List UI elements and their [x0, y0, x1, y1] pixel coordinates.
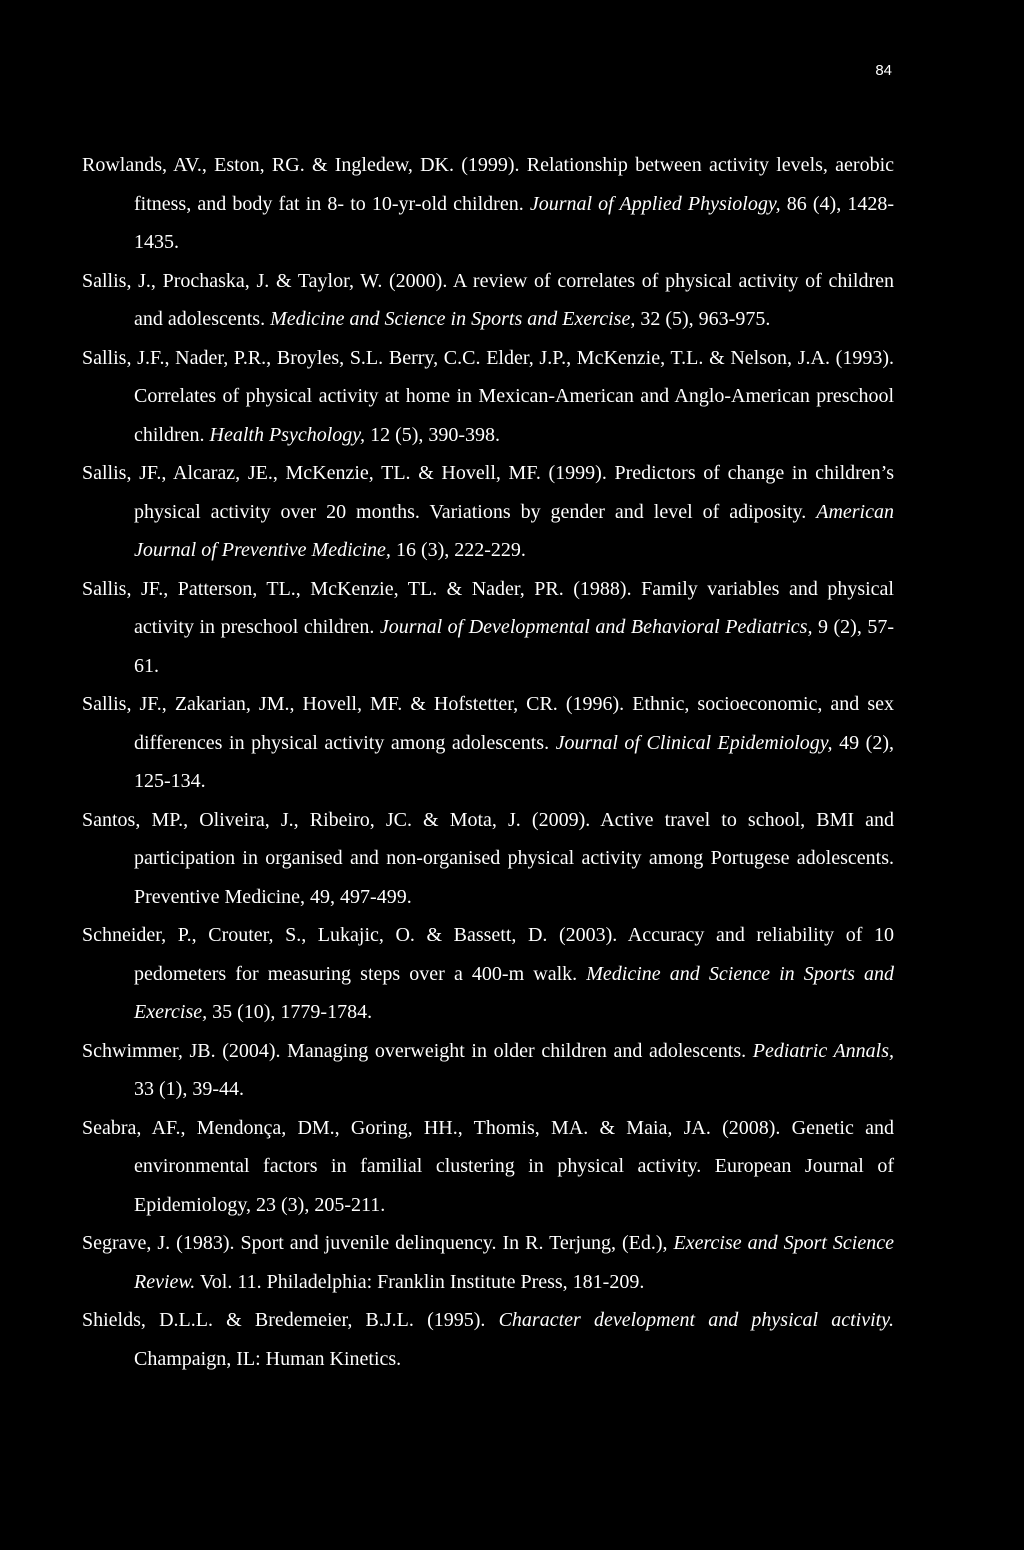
reference-text: Sallis, JF., Zakarian, JM., Hovell, MF. & Hofstetter, CR. (1996). Ethnic, socioeconomic, and sex differences in physical activity among adolescents. [82, 693, 894, 754]
reference-text: Sallis, JF., Alcaraz, JE., McKenzie, TL. & Hovell, MF. (1999). Predictors of change in children’s physical activity over 20 months. Variations by gender and level of adiposity. [82, 462, 894, 523]
reference-entry [82, 339, 894, 455]
reference-details: 33 (1), 39-44. [134, 1078, 244, 1100]
reference-entry [82, 146, 894, 262]
reference-details: 16 (3), 222-229. [390, 539, 526, 561]
reference-text: Seabra, AF., Mendonça, DM., Goring, HH., Thomis, MA. & Maia, JA. (2008). Genetic and environmental factors in familial clustering in physical activity. European Journal of Epidemiology, 23 (3), 205-211. [82, 1116, 894, 1216]
reference-text: Rowlands, AV., Eston, RG. & Ingledew, DK. (1999). Relationship between activity levels, aerobic fitness, and body fat in 8- to 10-yr-old children. [82, 154, 894, 215]
reference-text: Schneider, P., Crouter, S., Lukajic, O. & Bassett, D. (2003). Accuracy and reliability of 10 pedometers for measuring steps over a 400-m walk. [82, 924, 894, 985]
reference-text: Segrave, J. (1983). Sport and juvenile delinquency. In R. Terjung, (Ed.), [82, 1232, 674, 1254]
reference-source: American Journal of Preventive Medicine, [134, 500, 894, 561]
reference-entry [82, 1224, 894, 1301]
reference-source: Exercise and Sport Science Review. [134, 1232, 894, 1293]
reference-source: Journal of Clinical Epidemiology, [555, 731, 833, 754]
reference-details: Champaign, IL: Human Kinetics. [134, 1347, 402, 1370]
reference-entry [82, 570, 894, 686]
reference-entry [82, 1109, 894, 1225]
reference-details: 49 (2), 125-134. [134, 731, 894, 792]
reference-text: Sallis, J.F., Nader, P.R., Broyles, S.L. Berry, C.C. Elder, J.P., McKenzie, T.L. & Nelson, J.A. (1993). Correlates of physical activity at home in Mexican-American and Anglo-American preschool children. [82, 346, 894, 446]
reference-text: Sallis, J., Prochaska, J. & Taylor, W. (2000). A review of correlates of physical activity of children and adolescents. [82, 269, 894, 330]
reference-entry [82, 262, 894, 339]
reference-text: Schwimmer, JB. (2004). Managing overweight in older children and adolescents. [82, 1039, 753, 1062]
page-number: 84 [875, 62, 892, 79]
reference-text: Santos, MP., Oliveira, J., Ribeiro, JC. & Mota, J. (2009). Active travel to school, BMI and participation in organised and non-organised physical activity among Portugese adolescents. Preventive Medicine, 49, 497-499. [82, 808, 894, 908]
reference-details: 86 (4), 1428-1435. [134, 192, 895, 253]
reference-entry [82, 685, 894, 801]
reference-source: Character development and physical activity. [498, 1309, 894, 1331]
reference-text: Shields, D.L.L. & Bredemeier, B.J.L. (1995). [82, 1309, 499, 1331]
reference-entry [82, 916, 894, 1032]
reference-details: Vol. 11. Philadelphia: Franklin Institute Press, 181-209. [195, 1270, 645, 1293]
reference-details: 9 (2), 57-61. [134, 616, 895, 677]
reference-entry [82, 1032, 894, 1109]
reference-entry [82, 801, 894, 917]
reference-source: Journal of Developmental and Behavioral Pediatrics, [379, 616, 813, 638]
reference-text: Sallis, JF., Patterson, TL., McKenzie, TL. & Nader, PR. (1988). Family variables and physical activity in preschool children. [82, 577, 894, 638]
reference-list [82, 146, 894, 1378]
reference-source: Health Psychology, [209, 423, 366, 446]
reference-source: Medicine and Science in Sports and Exercise, [270, 308, 636, 330]
reference-details: 32 (5), 963-975. [635, 308, 771, 330]
reference-details: 12 (5), 390-398. [365, 423, 501, 446]
reference-source: Pediatric Annals, [752, 1039, 894, 1062]
reference-entry [82, 1301, 894, 1378]
reference-source: Medicine and Science in Sports and Exercise, [134, 962, 894, 1023]
reference-source: Journal of Applied Physiology, [529, 192, 781, 215]
reference-details: 35 (10), 1779-1784. [207, 1001, 373, 1023]
reference-entry [82, 454, 894, 570]
